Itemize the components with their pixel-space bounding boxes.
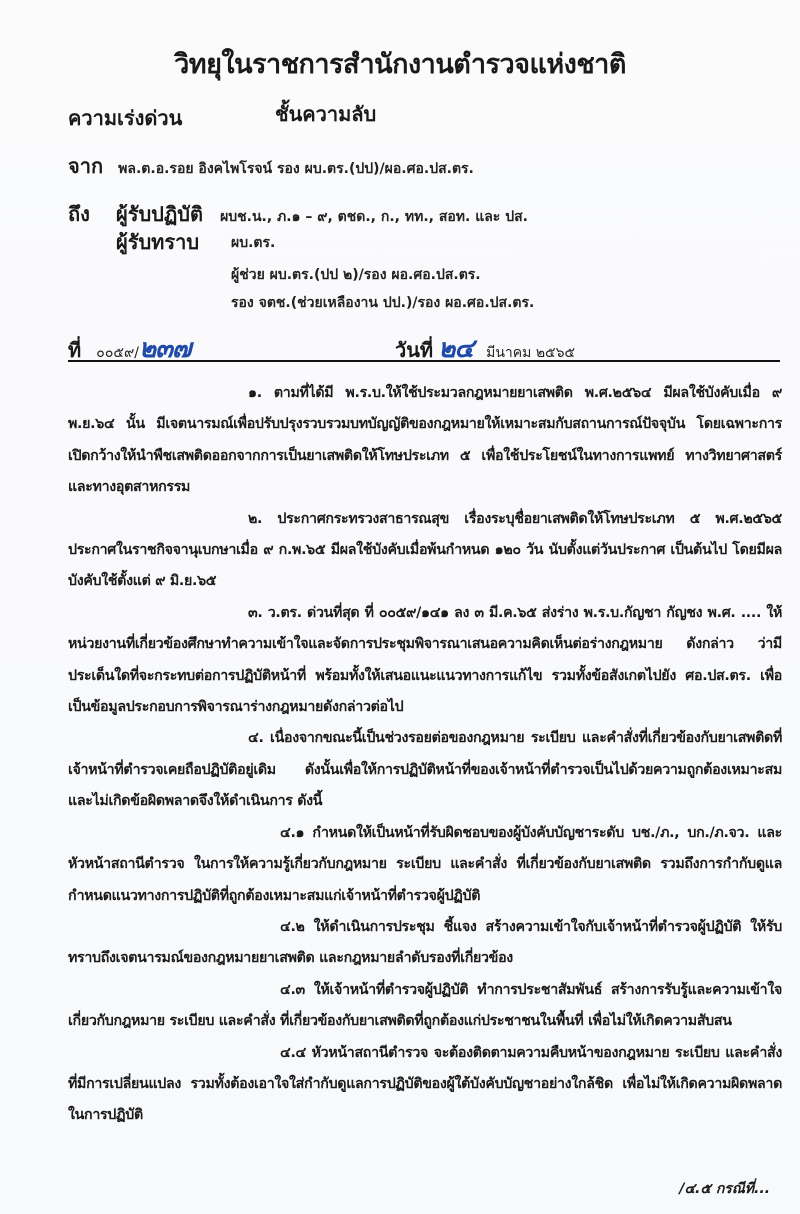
from-row xyxy=(68,150,474,182)
recipients-info-2: ผู้ช่วย ผบ.ตร.(ปป ๒)/รอง ผอ.ศอ.ปส.ตร. xyxy=(231,267,481,283)
date-row xyxy=(395,328,575,369)
number-handwritten: ๒๓๗ xyxy=(138,334,191,364)
paragraph-4-2: ๔.๒ ให้ดำเนินการประชุม ชี้แจง สร้างความเข้าใจกับเจ้าหน้าที่ตำรวจผู้ปฏิบัติ ให้รับทราบถึงเจตนารมณ์ของกฎหมายยาเสพติด และกฎหมายลำดับรองที่เกี่ยวข้อง xyxy=(68,918,782,967)
to-row xyxy=(68,198,90,230)
from-label: จาก xyxy=(68,154,104,178)
header-divider xyxy=(68,360,780,362)
document-body xyxy=(68,378,782,1132)
paragraph-2: ๒. ประกาศกระทรวงสาธารณสุข เรื่องระบุชื่อยาเสพติดให้โทษประเภท ๕ พ.ศ.๒๕๖๕ ประกาศในราชกิจจานุเบกษาเมื่อ ๙ ก.พ.๖๕ มีผลใช้บังคับเมื่อพ้นกำหนด ๑๒๐ วัน นับตั้งแต่วันประกาศ เป็นต้นไป โดยมีผลบังคับใช้ตั้งแต่ ๙ มิ.ย.๖๕ xyxy=(68,510,782,590)
to-label: ถึง xyxy=(68,202,90,226)
recipients-action-value: ผบช.น., ภ.๑ – ๙, ตชด., ก., ทท., สอท. และ ปส. xyxy=(220,209,528,225)
recipients-info-3: รอง จตช.(ช่วยเหลืองาน ปป.)/รอง ผอ.ศอ.ปส.ตร. xyxy=(231,295,535,311)
date-label: วันที่ xyxy=(395,338,434,362)
document-title: วิทยุในราชการสำนักงานตำรวจแห่งชาติ xyxy=(174,49,626,80)
paragraph-4: ๔. เนื่องจากขณะนี้เป็นช่วงรอยต่อของกฎหมาย ระเบียบ และคำสั่งที่เกี่ยวข้องกับยาเสพติดที่เจ้าหน้าที่ตำรวจเคยถือปฏิบัติอยู่เดิม ดังนั้นเพื่อให้การปฏิบัติหน้าที่ของเจ้าหน้าที่ตำรวจเป็นไปด้วยความถูกต้องเหมาะสม และไม่เกิดข้อผิดพลาดจึงให้ดำเนินการ ดังนี้ xyxy=(68,730,782,810)
recipients-action-label: ผู้รับปฏิบัติ xyxy=(116,202,203,226)
urgency-label: ความเร่งด่วน xyxy=(68,106,183,130)
date-day-handwritten: ๒๔ xyxy=(438,334,474,364)
paragraph-1: ๑. ตามที่ได้มี พ.ร.บ.ให้ใช้ประมวลกฎหมายยาเสพติด พ.ศ.๒๕๖๔ มีผลใช้บังคับเมื่อ ๙ พ.ย.๖๔ นั้น มีเจตนารมณ์เพื่อปรับปรุงรวบรวมบทบัญญัติของกฎหมายให้เหมาะสมกับสถานการณ์ปัจจุบัน โดยเฉพาะการเปิดกว้างให้นำพืชเสพติดออกจากการเป็นยาเสพติดให้โทษประเภท ๕ เพื่อใช้ประโยชน์ในทางการแพทย์ ทางวิทยาศาสตร์ และทางอุตสาหกรรม xyxy=(68,385,782,496)
from-value: พล.ต.อ.รอย อิงคไพโรจน์ รอง ผบ.ตร.(ปป)/ผอ.ศอ.ปส.ตร. xyxy=(118,161,474,177)
recipients-info-1: ผบ.ตร. xyxy=(231,235,276,251)
paragraph-4-1: ๔.๑ กำหนดให้เป็นหน้าที่รับผิดชอบของผู้บังคับบัญชาระดับ บช./ภ., บก./ภ.จว. และหัวหน้าสถานีตำรวจ ในการให้ความรู้เกี่ยวกับกฎหมาย ระเบียบ และคำสั่ง ที่เกี่ยวข้องกับยาเสพติด รวมถึงการกำกับดูแล กำหนดแนวทางการปฏิบัติที่ถูกต้องเหมาะสมแก่เจ้าหน้าที่ตำรวจผู้ปฏิบัติ xyxy=(68,824,782,904)
paragraph-4-3: ๔.๓ ให้เจ้าหน้าที่ตำรวจผู้ปฏิบัติ ทำการประชาสัมพันธ์ สร้างการรับรู้และความเข้าใจเกี่ยวกับกฎหมาย ระเบียบ และคำสั่ง ที่เกี่ยวข้องกับยาเสพติดที่ถูกต้องแก่ประชาชนในพื้นที่ เพื่อไม่ให้เกิดความสับสน xyxy=(68,981,782,1030)
urgency-row xyxy=(68,102,182,134)
continuation-reference: /๔.๕ กรณีที่... xyxy=(679,1181,770,1197)
classification-label: ชั้นความลับ xyxy=(275,102,377,126)
number-prefix: ๐๐๕๙/ xyxy=(96,345,139,361)
paragraph-4-4: ๔.๔ หัวหน้าสถานีตำรวจ จะต้องติดตามความคืบหน้าของกฎหมาย ระเบียบ และคำสั่งที่มีการเปลี่ยนแปลง รวมทั้งต้องเอาใจใส่กำกับดูแลการปฏิบัติของผู้ใต้บังคับบัญชาอย่างใกล้ชิด เพื่อไม่ให้เกิดความผิดพลาดในการปฏิบัติ xyxy=(68,1044,782,1124)
recipients-info-row xyxy=(116,226,199,258)
paragraph-3: ๓. ว.ตร. ด่วนที่สุด ที่ ๐๐๕๙/๑๔๑ ลง ๓ มี.ค.๖๕ ส่งร่าง พ.ร.บ.กัญชา กัญชง พ.ศ. .... ให้หน่วยงานที่เกี่ยวข้องศึกษาทำความเข้าใจและจัดการประชุมพิจารณาเสนอความคิดเห็นต่อร่างกฎหมาย ดังกล่าว ว่ามีประเด็นใดที่จะกระทบต่อการปฏิบัติหน้าที่ พร้อมทั้งให้เสนอแนะแนวทางการแก้ไข รวมทั้งข้อสังเกตไปยัง ศอ.ปส.ตร. เพื่อเป็นข้อมูลประกอบการพิจารณาร่างกฎหมายดังกล่าวต่อไป xyxy=(68,604,782,716)
classification-row xyxy=(275,98,376,130)
number-label: ที่ xyxy=(68,338,82,362)
document-number-row xyxy=(68,328,190,369)
date-month-year: มีนาคม ๒๕๖๕ xyxy=(486,345,576,361)
recipients-info-label: ผู้รับทราบ xyxy=(116,230,200,254)
